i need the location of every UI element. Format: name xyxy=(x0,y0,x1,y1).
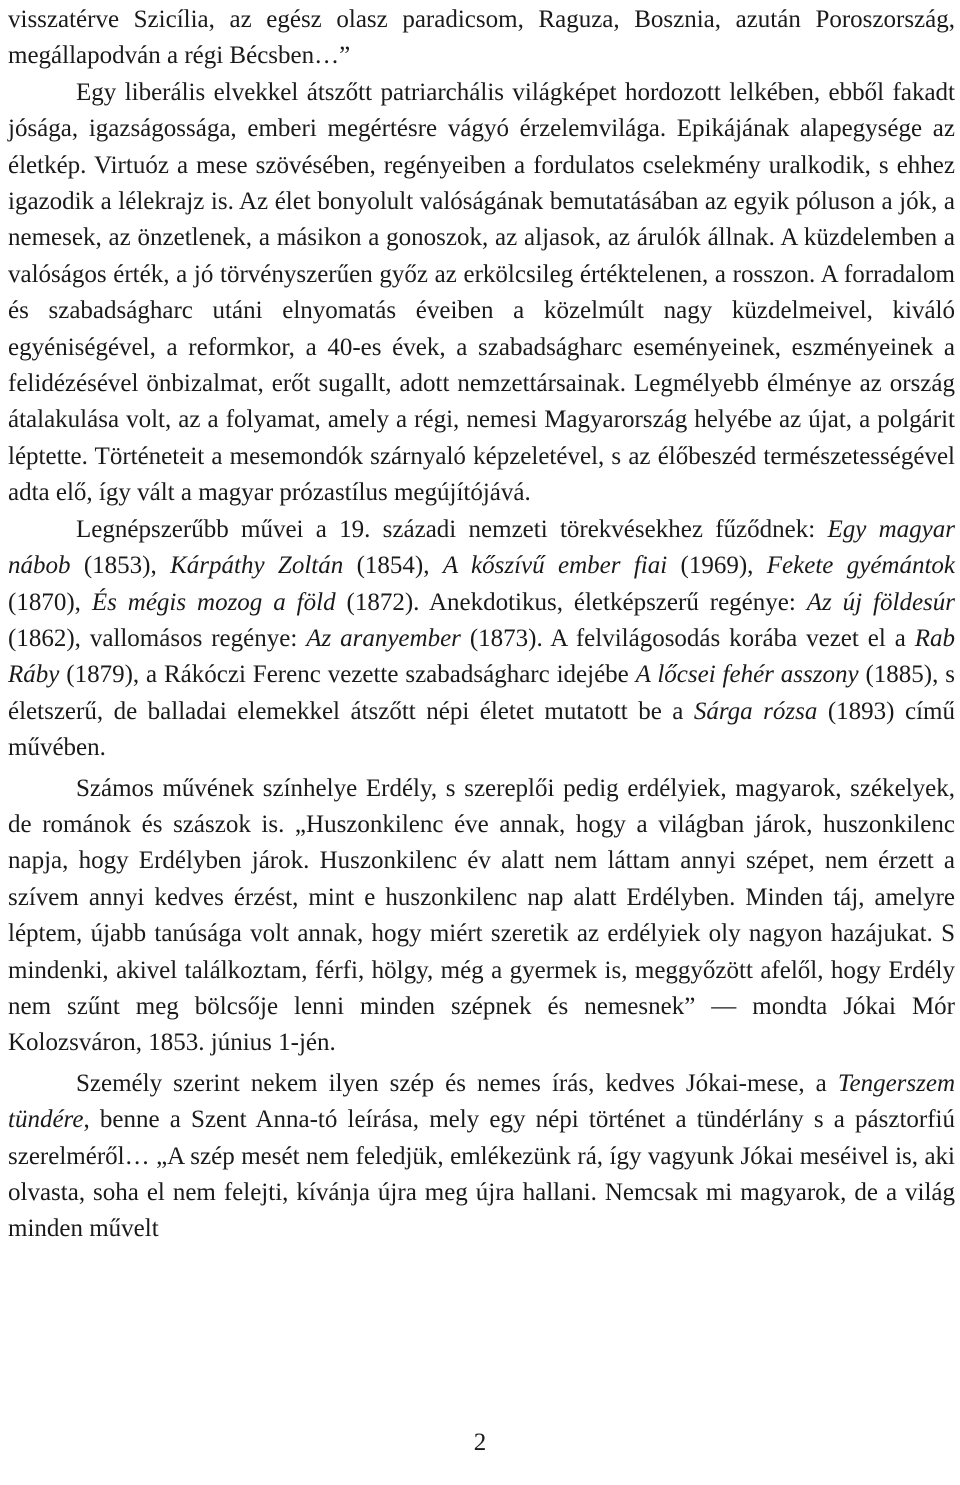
work-title: Kárpáthy Zoltán xyxy=(170,552,344,580)
paragraph-personal: Személy szerint nekem ilyen szép és nemes írás, kedves Jókai-mese, a Tengerszem tündére, benne a Szent Anna-tó leírása, mely egy népi történet a tündérlány s a pásztorfiú szerelméről… „A szép mesét nem feledjük, emlékezünk rá, így vagyunk Jókai meséivel is, aki olvasta, soha el nem felejti, kívánja újra meg újra hallani. Nemcsak mi magyarok, de a világ minden művelt xyxy=(8,1069,955,1243)
paragraph-worldview: Egy liberális elvekkel átszőtt patriarchális világképet hordozott lelkében, ebből fakadt jósága, igazságossága, emberi megértésre vágyó érzelemvilága. Epikájának alapegysége az életkép. Virtuóz a mese szövésében, regényeiben a fordulatos cselekmény uralkodik, s ehhez igazodik a lélekrajz is. Az élet bonyolult valóságának bemutatásában az egyik póluson a jók, a nemesek, az önzetlenek, a másikon a gonoszok, az aljasok, az árulók állnak. A küzdelemben a valóságos érték, a jó törvényszerűen győz az erkölcsileg értéktelenen, a rosszon. A forradalom és szabadságharc utáni elnyomatás éveiben a közelmúlt nagy küzdelmeivel, kiváló egyéniségével, a reformkor, a 40-es évek, a szabadságharc eseményeinek, eszményeinek a felidézésével önbizalmat, erőt sugallt, adott nemzettársainak. Legmélyebb élménye az ország átalakulása volt, az a folyamat, amely a régi, nemesi Magyarország helyébe az újat, a polgárit léptette. Történeteit a mesemondók szárnyaló képzeletével, s az élőbeszéd természetességével adta elő, így vált a magyar prózastílus megújítójává. xyxy=(8,78,955,507)
paragraph-transylvania: Számos művének színhelye Erdély, s szereplői pedig erdélyiek, magyarok, székelyek, de románok és szászok is. „Huszonkilenc éve annak, hogy a világban járok, huszonkilenc napja, hogy Erdélyben járok. Huszonkilenc év alatt nem láttam annyi szépet, nem érzett a szívem annyi kedves érzést, mint e huszonkilenc nap alatt Erdélyben. Minden táj, amelyre léptem, újabb tanúsága volt annak, hogy miért szeretik az erdélyiek oly nagyon hazájukat. S mindenki, akivel találkoztam, férfi, hölgy, még a gyermek is, meggyőzött afelől, hogy Erdély nem szűnt meg bölcsője lenni minden szépnek és nemesnek” — mondta Jókai Mór Kolozsváron, 1853. június 1-jén. xyxy=(8,774,955,1057)
work-title: Sárga rózsa xyxy=(693,697,818,725)
work-title: És mégis mozog a föld xyxy=(91,588,336,616)
work-title: A lőcsei fehér asszony xyxy=(635,661,859,689)
body-text xyxy=(8,2,955,1248)
page-number: 2 xyxy=(473,1429,487,1456)
paragraph-popular-works: Legnépszerűbb művei a 19. századi nemzeti törekvésekhez fűződnek: Egy magyar nábob (1853), Kárpáthy Zoltán (1854), A kőszívű ember fiai (1969), Fekete gyémántok (1870), És mégis mozog a föld (1872). Anekdotikus, életképszerű regénye: Az új földesúr (1862), vallomásos regénye: Az aranyember (1873). A felvilágosodás korába vezet el a Rab Ráby (1879), a Rákóczi Ferenc vezette szabadságharc idejébe A lőcsei fehér asszony (1885), s életszerű, de balladai elemekkel átszőtt népi életet mutatott be a Sárga rózsa (1893) című művében. xyxy=(8,515,956,762)
work-title: A kőszívű ember fiai xyxy=(442,552,668,580)
paragraph-continuation: visszatérve Szicília, az egész olasz paradicsom, Raguza, Bosznia, azután Poroszország, megállapodván a régi Bécsben…” xyxy=(8,6,955,70)
work-title: Az új földesúr xyxy=(806,588,956,616)
work-title: Az aranyember xyxy=(306,624,461,652)
work-title: Egy magyar nábob xyxy=(8,515,955,580)
work-title: Rab Ráby xyxy=(8,624,955,689)
work-title: Tengerszem tündére xyxy=(8,1069,955,1134)
work-title: Fekete gyémántok xyxy=(766,552,956,580)
